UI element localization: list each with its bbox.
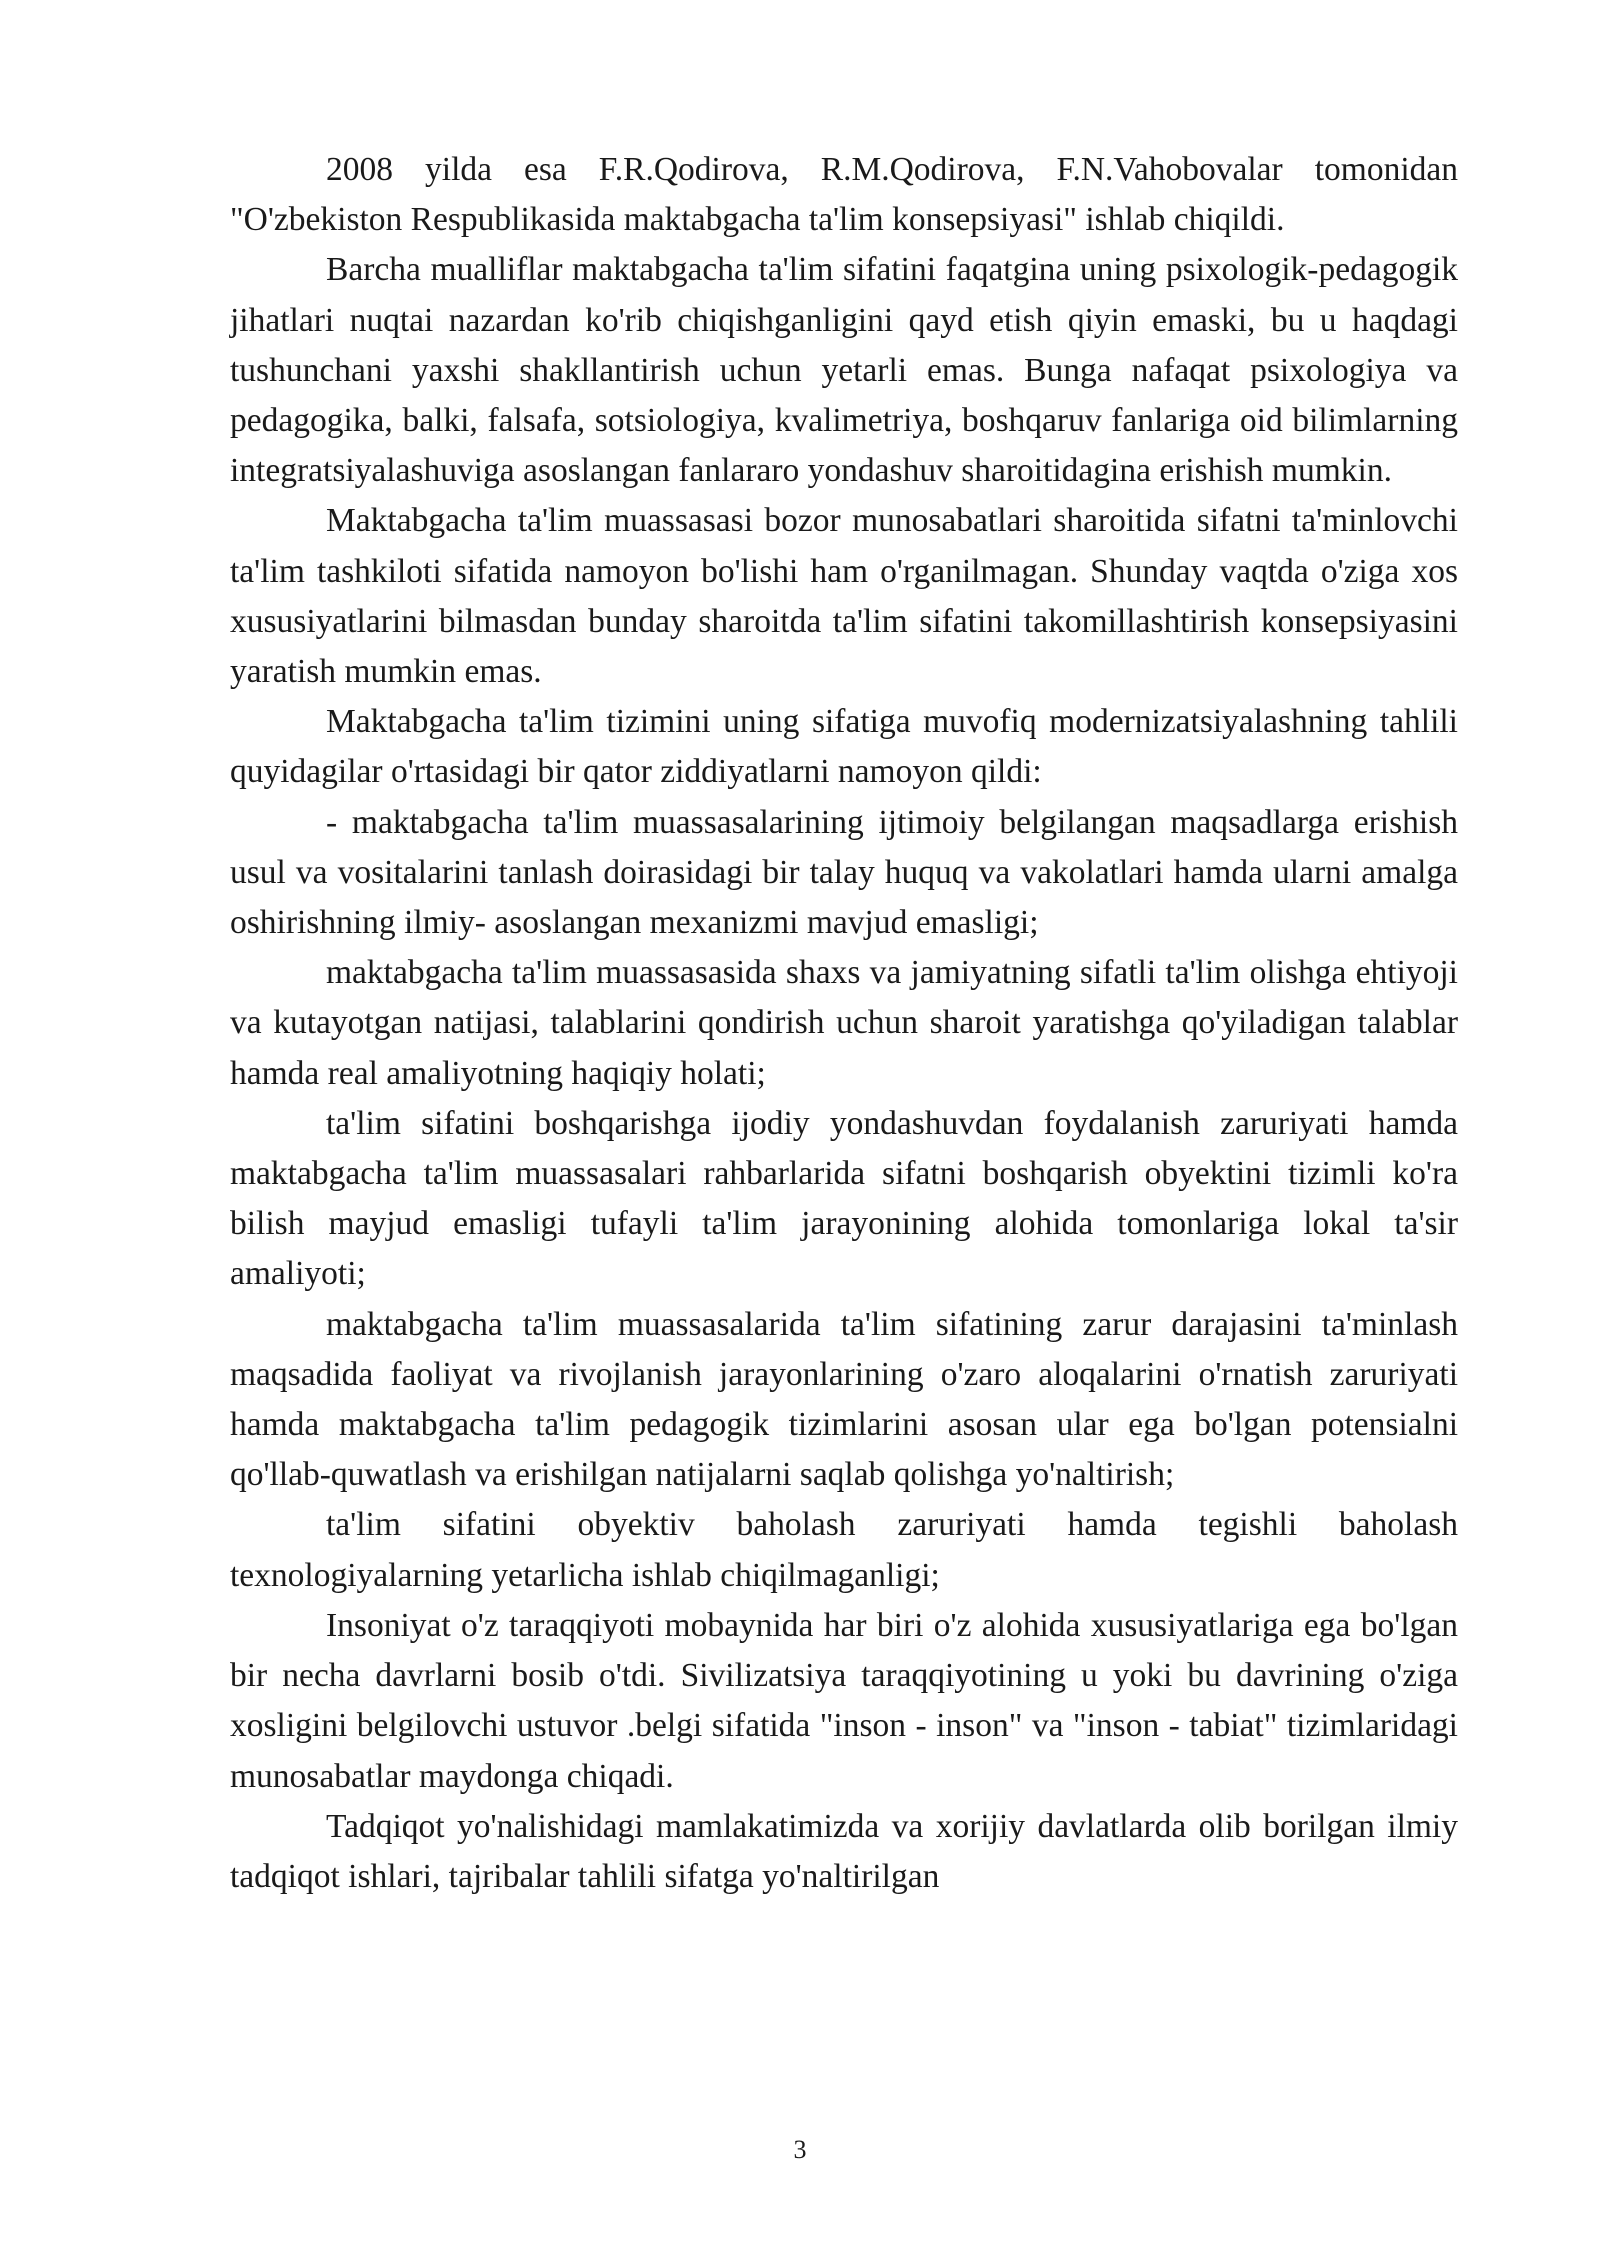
page-body	[230, 145, 1458, 1902]
paragraph-contradiction-assessment: ta'lim sifatini obyektiv baholash zaruriyati hamda tegishli baholash texnologiyalarning yetarlicha ishlab chiqilmaganligi;	[230, 1506, 1458, 1594]
paragraph-market-relations: Maktabgacha ta'lim muassasasi bozor munosabatlari sharoitida sifatni ta'minlovchi ta'lim tashkiloti sifatida namoyon bo'lishi ham o'rganilmagan. Shunday vaqtda o'ziga xos xususiyatlarini bilmasdan bunday sharoitda ta'lim sifatini takomillashtirish konsepsiyasini yaratish mumkin emas.	[230, 502, 1458, 691]
paragraph-research: Tadqiqot yo'nalishidagi mamlakatimizda va xorijiy davlatlarda olib borilgan ilmiy tadqiqot ishlari, tajribalar tahlili sifatga yo'naltirilgan	[230, 1807, 1458, 1895]
paragraph-civilization: Insoniyat o'z taraqqiyoti mobaynida har biri o'z alohida xususiyatlariga ega bo'lgan bir necha davrlarni bosib o'tdi. Sivilizatsiya taraqqiyotining u yoki bu davrining o'ziga xosligini belgilovchi ustuvor .belgi sifatida "inson - inson" va "inson - tabiat" tizimlaridagi munosabatlar maydonga chiqadi.	[230, 1606, 1458, 1795]
paragraph-authors-quality: Barcha mualliflar maktabgacha ta'lim sifatini faqatgina uning psixologik-pedagogik jihatlari nuqtai nazardan ko'rib chiqishganligini qayd etish qiyin emaski, bu u haqdagi tushunchani yaxshi shakllantirish uchun yetarli emas. Bunga nafaqat psixologiya va pedagogika, balki, falsafa, sotsiologiya, kvalimetriya, boshqaruv fanlariga oid bilimlarning integratsiyalashuviga asoslangan fanlararo yondashuv sharoitidagina erishish mumkin.	[230, 251, 1458, 490]
paragraph-concept-2008: 2008 yilda esa F.R.Qodirova, R.M.Qodirova, F.N.Vahobovalar tomonidan "O'zbekiston Respublikasida maktabgacha ta'lim konsepsiyasi" ishlab chiqildi.	[230, 151, 1458, 239]
page-number: 3	[793, 2135, 807, 2164]
paragraph-contradiction-management: ta'lim sifatini boshqarishga ijodiy yondashuvdan foydalanish zaruriyati hamda maktabgacha ta'lim muassasalari rahbarlarida sifatni boshqarish obyektini tizimli ko'ra bilish mayjud emasligi tufayli ta'lim jarayonining alohida tomonlariga lokal ta'sir amaliyoti;	[230, 1104, 1458, 1293]
paragraph-contradiction-rights: - maktabgacha ta'lim muassasalarining ijtimoiy belgilangan maqsadlarga erishish usul va vositalarini tanlash doirasidagi bir talay huquq va vakolatlari hamda ularni amalga oshirishning ilmiy- asoslangan mexanizmi mavjud emasligi;	[230, 803, 1458, 942]
paragraph-modernization-analysis: Maktabgacha ta'lim tizimini uning sifatiga muvofiq modernizatsiyalashning tahlili quyidagilar o'rtasidagi bir qator ziddiyatlarni namoyon qildi:	[230, 703, 1458, 791]
paragraph-contradiction-development: maktabgacha ta'lim muassasalarida ta'lim sifatining zarur darajasini ta'minlash maqsadida faoliyat va rivojlanish jarayonlarining o'zaro aloqalarini o'rnatish zaruriyati hamda maktabgacha ta'lim pedagogik tizimlarini asosan ular ega bo'lgan potensialni qo'llab-quwatlash va erishilgan natijalarni saqlab qolishga yo'naltirish;	[230, 1305, 1458, 1494]
paragraph-contradiction-needs: maktabgacha ta'lim muassasasida shaxs va jamiyatning sifatli ta'lim olishga ehtiyoji va kutayotgan natijasi, talablarini qondirish uchun sharoit yaratishga qo'yiladigan talablar hamda real amaliyotning haqiqiy holati;	[230, 954, 1458, 1092]
